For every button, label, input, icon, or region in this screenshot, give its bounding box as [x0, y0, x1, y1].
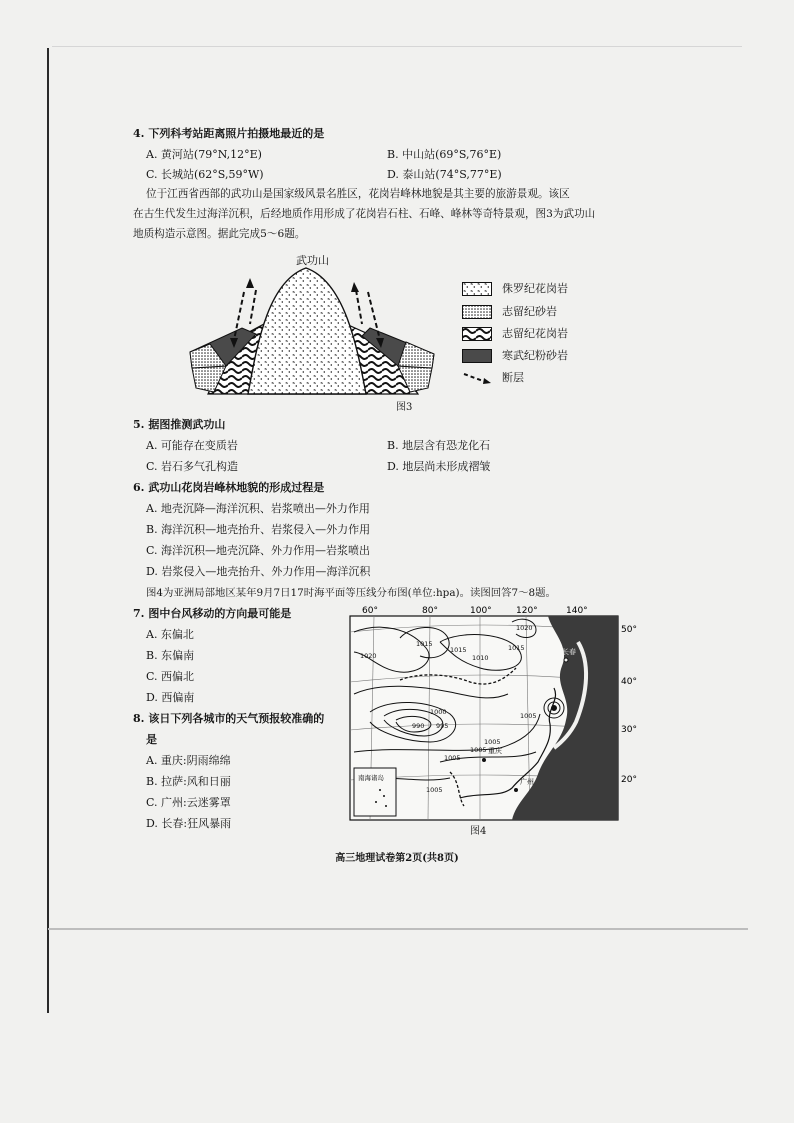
sandstone-dot-pattern-icon: [462, 305, 492, 319]
question-8-option-a: A. 重庆:阴雨绵绵: [146, 754, 231, 767]
siltstone-solid-pattern-icon: [462, 349, 492, 363]
inset-south-china-sea-label: 南海诸岛: [358, 774, 384, 782]
isobar-label: 1015: [416, 640, 433, 648]
question-4-option-b: B. 中山站(69°S,76°E): [387, 148, 502, 161]
question-7-option-d: D. 西偏南: [146, 691, 195, 704]
question-4-stem: 4. 下列科考站距离照片拍摄地最近的是: [133, 127, 325, 140]
lat-label: 40°: [621, 677, 637, 687]
question-4-option-a: A. 黄河站(79°N,12°E): [146, 148, 262, 161]
isobar-label: 990: [412, 722, 425, 730]
question-8-stem-line-2: 是: [146, 733, 157, 746]
isobar-label: 1005: [426, 786, 443, 794]
question-5-option-d: D. 地层尚未形成褶皱: [387, 460, 491, 473]
lat-label: 20°: [621, 775, 637, 785]
isobar-label: 995: [436, 722, 449, 730]
passage-wugong-line-1: 位于江西省西部的武功山是国家级风景名胜区，花岗岩峰林地貌是其主要的旅游景观。该区: [146, 188, 570, 200]
city-chongqing-label: 重庆: [488, 747, 502, 755]
lon-label: 100°: [470, 606, 492, 616]
isobar-label: 1005: [520, 712, 537, 720]
page-footer: 高三地理试卷第2页(共8页): [335, 853, 459, 864]
figure-4-caption: 图4: [470, 826, 487, 837]
granite-jurassic-pattern-icon: [462, 282, 492, 296]
question-4-option-c: C. 长城站(62°S,59°W): [146, 168, 264, 181]
city-guangzhou-label: 广州: [520, 778, 534, 786]
scan-edge-left: [47, 48, 49, 1013]
question-7-option-b: B. 东偏南: [146, 649, 195, 662]
question-7-stem: 7. 图中台风移动的方向最可能是: [133, 607, 292, 620]
passage-wugong-line-3: 地质构造示意图。据此完成5～6题。: [133, 228, 306, 240]
question-5-option-b: B. 地层含有恐龙化石: [387, 439, 491, 452]
question-5-option-a: A. 可能存在变质岩: [146, 439, 238, 452]
question-8-option-d: D. 长春:狂风暴雨: [146, 817, 232, 830]
figure-3-mountain-label: 武功山: [296, 254, 329, 267]
isobar-label: 1010: [472, 654, 489, 662]
isobar-label: 1015: [508, 644, 525, 652]
isobar-label: 1005: [444, 754, 461, 762]
isobar-label: 1015: [450, 646, 467, 654]
figure-4-isobar-map: [340, 602, 644, 822]
isobar-label: 1020: [360, 652, 377, 660]
question-7-option-a: A. 东偏北: [146, 628, 194, 641]
question-8-stem-line-1: 8. 该日下列各城市的天气预报较准确的: [133, 712, 325, 725]
passage-typhoon: 图4为亚洲局部地区某年9月7日17时海平面等压线分布图(单位:hpa)。读图回答7～8题。: [146, 587, 556, 599]
question-6-option-a: A. 地壳沉降—海洋沉积、岩浆喷出—外力作用: [146, 502, 370, 515]
question-5-stem: 5. 据图推测武功山: [133, 418, 226, 431]
question-6-option-d: D. 岩浆侵入—地壳抬升、外力作用—海洋沉积: [146, 565, 371, 578]
lat-label: 50°: [621, 625, 637, 635]
passage-wugong-line-2: 在古生代发生过海洋沉积，后经地质作用形成了花岗岩石柱、石峰、峰林等奇特景观，图3为武功山: [133, 208, 596, 220]
isobar-label: 1020: [516, 624, 533, 632]
scan-edge-top: [52, 46, 742, 47]
lat-label: 30°: [621, 725, 637, 735]
lon-label: 120°: [516, 606, 538, 616]
city-changchun-label: 长春: [562, 648, 576, 656]
fault-dashed-arrow-icon: [462, 371, 492, 385]
isobar-label: 1005: [470, 746, 487, 754]
question-5-option-c: C. 岩石多气孔构造: [146, 460, 239, 473]
figure-3-caption: 图3: [396, 402, 413, 413]
jurassic-granite-dome: [248, 268, 366, 394]
lon-label: 80°: [422, 606, 438, 616]
question-6-stem: 6. 武功山花岗岩峰林地貌的形成过程是: [133, 481, 325, 494]
question-8-option-b: B. 拉萨:风和日丽: [146, 775, 231, 788]
scan-edge-bottom: [48, 928, 748, 930]
lon-label: 140°: [566, 606, 588, 616]
isobar-label: 1005: [484, 738, 501, 746]
question-4-option-d: D. 泰山站(74°S,77°E): [387, 168, 502, 181]
isobar-label: 1000: [430, 708, 447, 716]
question-7-option-c: C. 西偏北: [146, 670, 195, 683]
lon-label: 60°: [362, 606, 378, 616]
question-6-option-b: B. 海洋沉积—地壳抬升、岩浆侵入—外力作用: [146, 523, 371, 536]
question-8-option-c: C. 广州:云迷雾罩: [146, 796, 231, 809]
figure-3-cross-section: [186, 262, 438, 396]
question-6-option-c: C. 海洋沉积—地壳沉降、外力作用—岩浆喷出: [146, 544, 371, 557]
granite-silurian-wave-pattern-icon: [462, 327, 492, 341]
